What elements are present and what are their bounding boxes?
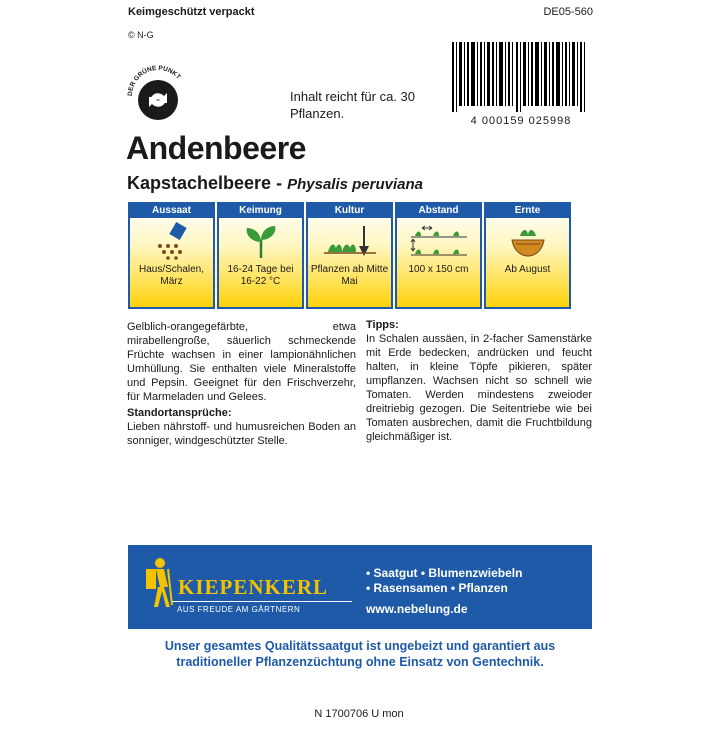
seedling-icon <box>231 222 291 260</box>
product-range-line: • Saatgut • Blumenzwiebeln <box>366 566 523 580</box>
subtitle-latin-name: Physalis peruviana <box>287 176 423 193</box>
info-box-text: Pflanzen ab Mitte Mai <box>310 264 389 287</box>
info-box-label: Abstand <box>397 204 480 218</box>
sowing-icon <box>142 222 202 260</box>
gruener-punkt-text: DER GRÜNE PUNKT <box>126 64 182 97</box>
info-box-keimung <box>217 202 304 309</box>
location-heading: Standortansprüche: <box>127 407 232 419</box>
barcode-bars-icon <box>446 42 596 112</box>
barcode-number: 4 000159 025998 <box>470 115 572 127</box>
product-title: Andenbeere <box>126 130 306 166</box>
info-box-text: Ab August <box>504 264 551 275</box>
copyright-note: © N-G <box>128 30 154 40</box>
info-box-label: Keimung <box>219 204 302 218</box>
description-intro: Gelblich-orangegefärbte, etwa mirabellengroße, säuerlich schmeckende Früchte wachsen in einer lampionähnlichen Umhüllung. Sie enthalten viele Mineralstoffe und Pepsin. Geeignet für den Frischverzehr, für Marmeladen und Gelees. <box>127 321 356 403</box>
packaging-note: Keimgeschützt verpackt <box>128 6 255 18</box>
info-box-label: Aussaat <box>130 204 213 218</box>
subtitle-common-name: Kapstachelbeere - <box>127 173 283 193</box>
content-note: Inhalt reicht für ca. 30 Pflanzen. <box>290 89 416 121</box>
planting-shovel-icon <box>320 222 380 260</box>
product-range-list <box>366 566 522 596</box>
info-box-text: Haus/Schalen, März <box>138 264 205 287</box>
harvest-bowl-icon <box>498 222 558 260</box>
article-code: DE05-560 <box>543 6 593 18</box>
brand-name: KIEPENKERL <box>178 575 329 599</box>
kiepenkerl-figure-icon <box>140 555 174 611</box>
quality-claim: Unser gesamtes Qualitätssaatgut ist ungebeizt und garantiert aus traditioneller Pflanzenzüchtung ohne Einsatz von Gentechnik. <box>164 639 556 669</box>
info-box-label: Kultur <box>308 204 391 218</box>
info-box-kultur <box>306 202 393 309</box>
info-box-ernte <box>484 202 571 309</box>
website-link[interactable]: www.nebelung.de <box>366 602 468 616</box>
description-column <box>127 320 356 448</box>
product-range-line: • Rasensamen • Pflanzen <box>366 581 508 595</box>
tips-text: In Schalen aussäen, in 2-facher Samenstärke mit Erde bedecken, andrücken und feucht halten, in kleine Töpfe pikieren, später umpflanzen. Wachsen nicht so schnell wie Tomaten. Werden mindestens zweioder dreitriebig gezogen. Die Seitentriebe wie bei Tomaten ausbrechen, damit die Fruchtbildung gleichmäßiger ist. <box>366 333 592 443</box>
info-box-abstand <box>395 202 482 309</box>
footer-code: N 1700706 U mon <box>314 708 404 720</box>
spacing-icon <box>409 222 469 260</box>
barcode <box>446 42 596 126</box>
location-text: Lieben nährstoff- und humusreichen Boden an sonniger, windgeschützter Stelle. <box>127 421 356 447</box>
sowing-info-boxes <box>128 202 571 309</box>
info-box-aussaat <box>128 202 215 309</box>
info-box-text: 16-24 Tage bei 16-22 °C <box>227 264 294 287</box>
info-box-label: Ernte <box>486 204 569 218</box>
tips-heading: Tipps: <box>366 319 399 331</box>
brand-slogan: AUS FREUDE AM GÄRTNERN <box>177 605 301 614</box>
brand-divider <box>172 601 352 602</box>
product-subtitle <box>127 173 423 194</box>
tips-column <box>366 318 592 444</box>
gruener-punkt-logo <box>122 60 194 132</box>
info-box-text: 100 x 150 cm <box>408 264 469 275</box>
